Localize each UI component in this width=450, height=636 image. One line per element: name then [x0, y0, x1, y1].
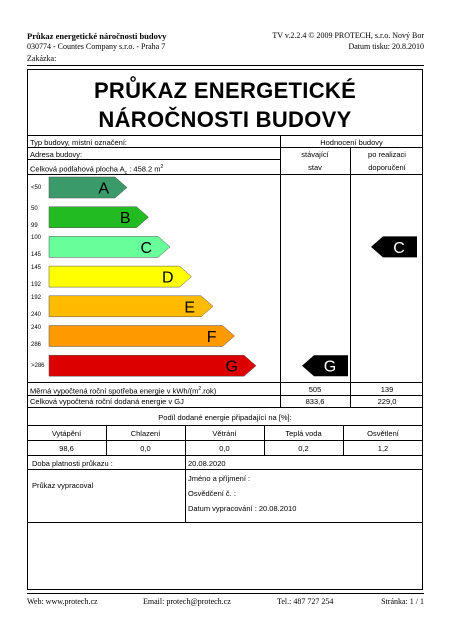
class-range-d-from: 145	[31, 265, 42, 272]
class-range-f-to: 286	[31, 341, 42, 348]
class-range-c-to: 145	[31, 252, 42, 259]
order-label: Zakázka:	[27, 54, 57, 63]
footer-web[interactable]: Web: www.protech.cz	[27, 597, 98, 606]
certificate-title-line1: PRŮKAZ ENERGETICKÉ	[93, 78, 357, 103]
share-header-heating: Vytápění	[51, 429, 82, 438]
energy-class-letter-b: B	[119, 210, 131, 228]
header-rule	[27, 65, 424, 66]
class-range-a: <50	[31, 184, 42, 191]
footer-tel: Tel.: 487 727 254	[277, 597, 334, 606]
energy-class-letter-c: C	[140, 239, 152, 257]
delivered-after: 229,0	[377, 397, 397, 406]
delivered-label: Celková vypočtená roční dodaná energie v GJ	[30, 397, 184, 406]
rating-header: Hodnocení budovy	[320, 138, 383, 147]
class-range-d-to: 192	[31, 282, 42, 289]
share-header-lighting: Osvětlení	[367, 429, 399, 438]
certificate-title-line2: NÁROČNOSTI BUDOVY	[98, 107, 352, 132]
current-rating-marker-letter: G	[323, 358, 337, 376]
energy-scale	[27, 174, 423, 382]
validity-value: 20.08.2020	[188, 459, 226, 468]
building-type-label: Typ budovy, místní označení:	[30, 138, 127, 147]
share-value-ventilation: 0,0	[219, 444, 230, 453]
energy-class-letter-f: F	[206, 329, 217, 346]
company-line: 030774 - Countes Company s.r.o. - Praha 7	[27, 42, 166, 51]
consumption-after: 139	[380, 385, 394, 394]
share-value-cooling: 0,0	[140, 444, 151, 453]
share-value-hot-water: 0,2	[298, 444, 309, 453]
energy-class-letter-d: D	[161, 269, 174, 287]
class-range-e-from: 192	[31, 294, 42, 301]
print-date: Datum tisku: 20.8.2010	[348, 42, 424, 51]
author-date: Datum vypracování : 20.08.2010	[188, 504, 297, 513]
energy-class-letter-a: A	[98, 180, 109, 198]
col-after-line1: po realizaci	[368, 150, 406, 159]
consumption-label: Měrná vypočtená roční spotřeba energie v kWh/$(m^2.rok)$	[30, 386, 217, 396]
class-range-b-from: 50	[31, 205, 38, 212]
share-header-ventilation: Větrání	[212, 429, 237, 438]
share-value-lighting: 1,2	[377, 444, 389, 453]
company-title: Průkaz energetické náročnosti budovy	[27, 31, 167, 41]
address-label: Adresa budovy:	[30, 150, 83, 159]
class-range-g: >286	[31, 362, 45, 369]
author-label: Průkaz vypracoval	[32, 481, 94, 490]
validity-label: Doba platnosti průkazu :	[32, 459, 113, 468]
delivered-current: 833,6	[305, 397, 325, 406]
consumption-current: 505	[308, 385, 322, 394]
footer-rule	[27, 593, 424, 594]
footer-page: Stránka: 1 / 1	[381, 597, 424, 606]
energy-class-letter-e: E	[184, 299, 195, 317]
shares-title: Podíl dodané energie připadající na [%]:	[158, 413, 292, 422]
share-header-hot-water: Teplá voda	[285, 429, 322, 438]
class-range-b-to: 99	[31, 222, 38, 229]
software-line: TV v.2.2.4 © 2009 PROTECH, s.r.o. Nový Bor	[272, 31, 424, 40]
class-range-e-to: 240	[31, 311, 42, 318]
author-certificate: Osvědčení č. :	[188, 489, 236, 498]
author-name: Jméno a příjmení :	[188, 474, 251, 483]
energy-class-letter-g: G	[225, 358, 238, 376]
share-header-cooling: Chlazení	[130, 429, 161, 438]
share-value-heating: 98,6	[59, 444, 74, 453]
energy-class-bar-b	[49, 207, 149, 228]
class-range-c-from: 100	[31, 235, 42, 242]
after-rating-marker-letter: C	[393, 239, 405, 257]
footer-email[interactable]: Email: protech@protech.cz	[143, 597, 231, 606]
energy-class-bar-a	[49, 177, 127, 198]
floor-area-label: Celková podlahová plocha $A_c$ : 458.2 $m^2$	[30, 164, 164, 176]
col-current-line2: stav	[308, 163, 322, 172]
col-current-line1: stávající	[301, 150, 329, 159]
col-after-line2: doporučení	[368, 163, 406, 172]
class-range-f-from: 240	[31, 324, 42, 331]
